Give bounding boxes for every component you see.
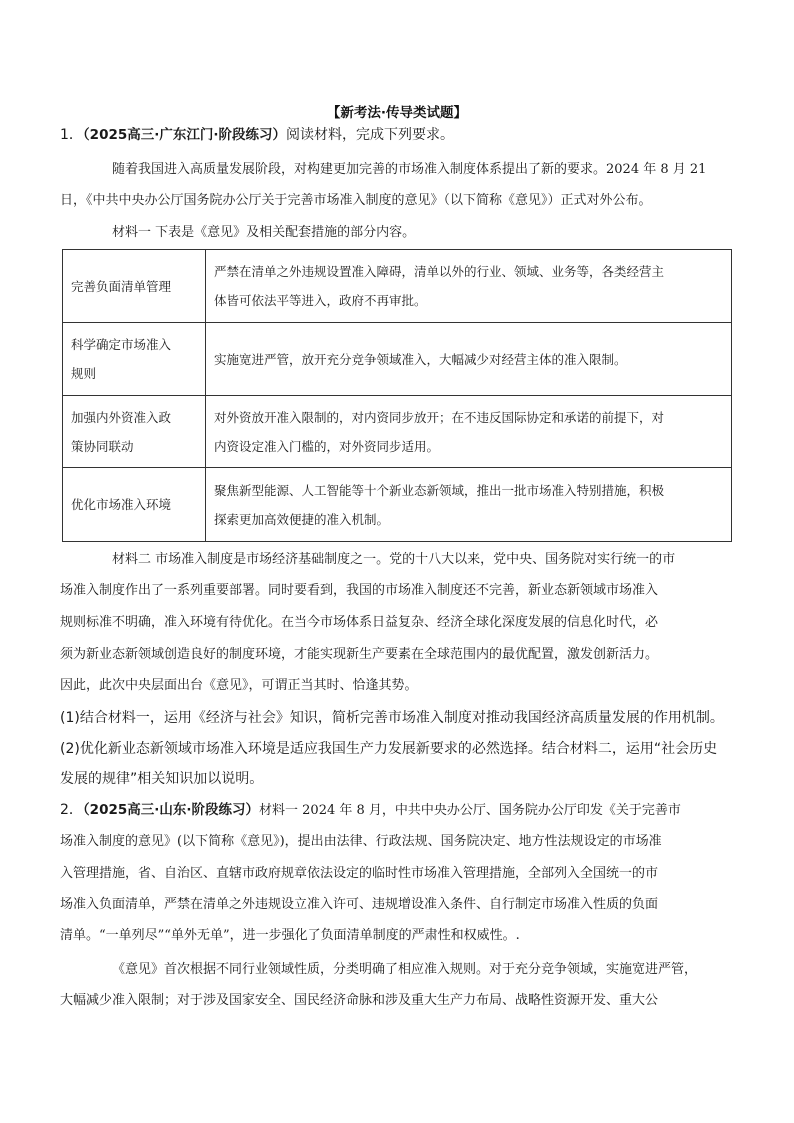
q1-subquestion-2: (2)优化新业态新领域市场准入环境是适应我国生产力发展新要求的必然选择。结合材料二，运用“社会历史 <box>60 741 718 757</box>
q1-prompt: 阅读材料，完成下列要求。 <box>286 127 455 143</box>
table-cell-content: 实施宽进严管，放开充分竞争领域准入，大幅减少对经营主体的准入限制。 <box>206 323 732 396</box>
q2-material-line: 大幅减少准入限制；对于涉及国家安全、国民经济命脉和涉及重大生产力布局、战略性资源开发、重大公 <box>60 993 659 1008</box>
table-row <box>63 323 732 396</box>
table-cell-topic: 科学确定市场准入 规则 <box>63 323 206 396</box>
q2-source: （2025高三·山东·阶段练习） <box>82 802 260 818</box>
section-title: 【新考法·传导类试题】 <box>326 105 468 121</box>
q1-subquestion-2-cont: 发展的规律”相关知识加以说明。 <box>60 771 264 787</box>
q1-source: （2025高三·广东江门·阶段练习） <box>82 127 287 143</box>
table-cell-topic: 完善负面清单管理 <box>63 250 206 323</box>
table-cell-topic: 加强内外资准入政 策协同联动 <box>63 396 206 468</box>
q1-number: 1． <box>60 127 83 143</box>
q1-heading <box>60 127 734 143</box>
table-row <box>63 250 732 323</box>
table-row <box>63 396 732 468</box>
q2-heading <box>60 802 734 819</box>
q1-material2-line: 场准入制度作出了一系列重要部署。同时要看到，我国的市场准入制度还不完善，新业态新领域市场准入 <box>60 583 659 598</box>
q1-material2-line: 材料二 市场准入制度是市场经济基础制度之一。党的十八大以来，党中央、国务院对实行统一的市 <box>112 552 676 567</box>
q2-number: 2． <box>60 802 83 818</box>
q1-material2-line: 须为新业态新领域创造良好的制度环境，才能实现新生产要素在全球范围内的最优配置，激发创新活力。 <box>60 647 659 662</box>
measures-table <box>62 249 732 542</box>
table-cell-content: 严禁在清单之外违规设置准入障碍，清单以外的行业、领域、业务等，各类经营主 体皆可依法平等进入，政府不再审批。 <box>206 250 732 323</box>
q1-intro-line: 随着我国进入高质量发展阶段，对构建更加完善的市场准入制度体系提出了新的要求。2024 年 8 月 21 <box>112 162 707 177</box>
q1-material2-line: 规则标准不明确，准入环境有待优化。在当今市场体系日益复杂、经济全球化深度发展的信息化时代，必 <box>60 615 659 630</box>
q1-subquestion-1: (1)结合材料一，运用《经济与社会》知识，简析完善市场准入制度对推动我国经济高质量发展的作用机制。 <box>60 710 724 726</box>
table-cell-content: 聚焦新型能源、人工智能等十个新业态新领域，推出一批市场准入特别措施，积极 探索更加高效便捷的准入机制。 <box>206 468 732 542</box>
q1-intro-line: 日，《中共中央办公厅国务院办公厅关于完善市场准入制度的意见》（以下简称《意见》）正式对外公布。 <box>60 193 652 208</box>
q2-material-line: 入管理措施，省、自治区、直辖市政府规章依法设定的临时性市场准入管理措施，全部列入全国统一的市 <box>60 866 659 881</box>
q2-material-line: 清单。“一单列尽”“单外无单”，进一步强化了负面清单制度的严肃性和权威性。. <box>60 928 520 943</box>
q2-material-line: 场准入负面清单，严禁在清单之外违规设立准入许可、违规增设准入条件、自行制定市场准入性质的负面 <box>60 897 659 912</box>
q1-material1-caption: 材料一 下表是《意见》及相关配套措施的部分内容。 <box>112 225 416 240</box>
q1-material2-line: 因此，此次中央层面出台《意见》，可谓正当其时、恰逢其势。 <box>60 678 418 693</box>
table-cell-topic: 优化市场准入环境 <box>63 468 206 542</box>
table-cell-content: 对外资放开准入限制的，对内资同步放开；在不违反国际协定和承诺的前提下，对 内资设定准入门槛的，对外资同步适用。 <box>206 396 732 468</box>
q2-material-line: 《意见》首次根据不同行业领域性质，分类明确了相应准入规则。对于充分竞争领域，实施宽进严管， <box>112 962 698 977</box>
table-row <box>63 468 732 542</box>
q2-material-line: 场准入制度的意见》(以下简称《意见》)，提出由法律、行政法规、国务院决定、地方性法规设定的市场准 <box>60 834 662 849</box>
q2-material-line: 材料一 2024 年 8 月，中共中央办公厅、国务院办公厅印发《关于完善市 <box>259 803 681 818</box>
